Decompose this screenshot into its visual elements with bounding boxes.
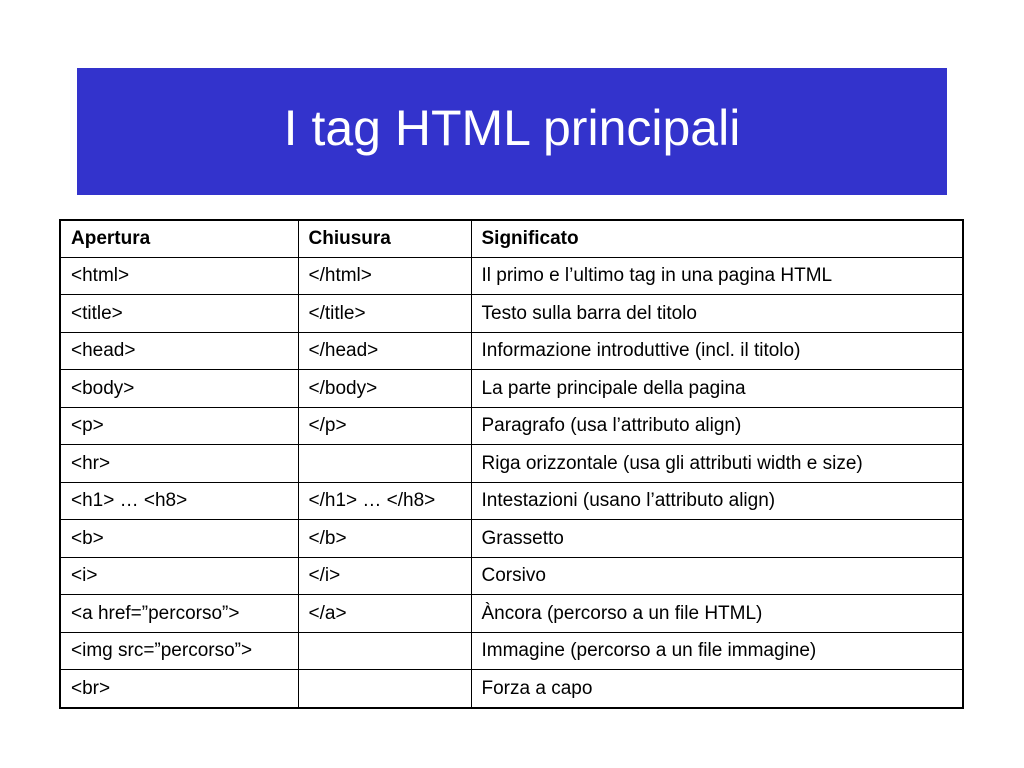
table-row: [60, 258, 963, 295]
html-tags-table: [59, 219, 964, 709]
opening-tag-cell: <p>: [60, 407, 298, 444]
closing-tag-cell: </h1> … </h8>: [298, 482, 471, 519]
opening-tag-cell: <hr>: [60, 445, 298, 482]
table-row: [60, 520, 963, 557]
opening-tag-cell: <a href=”percorso”>: [60, 595, 298, 632]
opening-tag-cell: <h1> … <h8>: [60, 482, 298, 519]
meaning-cell: Àncora (percorso a un file HTML): [471, 595, 963, 632]
closing-tag-cell: </head>: [298, 332, 471, 369]
meaning-cell: Corsivo: [471, 557, 963, 594]
table-row: [60, 445, 963, 482]
table-row: [60, 332, 963, 369]
slide-title: I tag HTML principali: [283, 99, 741, 156]
meaning-cell: Paragrafo (usa l’attributo align): [471, 407, 963, 444]
meaning-cell: Intestazioni (usano l’attributo align): [471, 482, 963, 519]
header-significato: Significato: [471, 220, 963, 258]
table-row: [60, 557, 963, 594]
opening-tag-cell: <br>: [60, 670, 298, 708]
opening-tag-cell: <title>: [60, 295, 298, 332]
meaning-cell: Informazione introduttive (incl. il titolo): [471, 332, 963, 369]
closing-tag-cell: </i>: [298, 557, 471, 594]
table-row: [60, 370, 963, 407]
closing-tag-cell: </html>: [298, 258, 471, 295]
table-row: [60, 407, 963, 444]
closing-tag-cell: </a>: [298, 595, 471, 632]
opening-tag-cell: <head>: [60, 332, 298, 369]
meaning-cell: Immagine (percorso a un file immagine): [471, 632, 963, 669]
closing-tag-cell: [298, 632, 471, 669]
closing-tag-cell: </p>: [298, 407, 471, 444]
header-apertura: Apertura: [60, 220, 298, 258]
opening-tag-cell: <body>: [60, 370, 298, 407]
meaning-cell: Forza a capo: [471, 670, 963, 708]
closing-tag-cell: [298, 445, 471, 482]
opening-tag-cell: <b>: [60, 520, 298, 557]
opening-tag-cell: <img src=”percorso”>: [60, 632, 298, 669]
opening-tag-cell: <html>: [60, 258, 298, 295]
closing-tag-cell: </title>: [298, 295, 471, 332]
meaning-cell: Il primo e l’ultimo tag in una pagina HTML: [471, 258, 963, 295]
meaning-cell: La parte principale della pagina: [471, 370, 963, 407]
table-row: [60, 295, 963, 332]
meaning-cell: Grassetto: [471, 520, 963, 557]
opening-tag-cell: <i>: [60, 557, 298, 594]
closing-tag-cell: [298, 670, 471, 708]
meaning-cell: Riga orizzontale (usa gli attributi width e size): [471, 445, 963, 482]
title-banner: [77, 68, 947, 195]
header-chiusura: Chiusura: [298, 220, 471, 258]
table-row: [60, 670, 963, 708]
closing-tag-cell: </body>: [298, 370, 471, 407]
table-row: [60, 632, 963, 669]
table-row: [60, 482, 963, 519]
meaning-cell: Testo sulla barra del titolo: [471, 295, 963, 332]
table-row: [60, 595, 963, 632]
closing-tag-cell: </b>: [298, 520, 471, 557]
table-header-row: [60, 220, 963, 258]
